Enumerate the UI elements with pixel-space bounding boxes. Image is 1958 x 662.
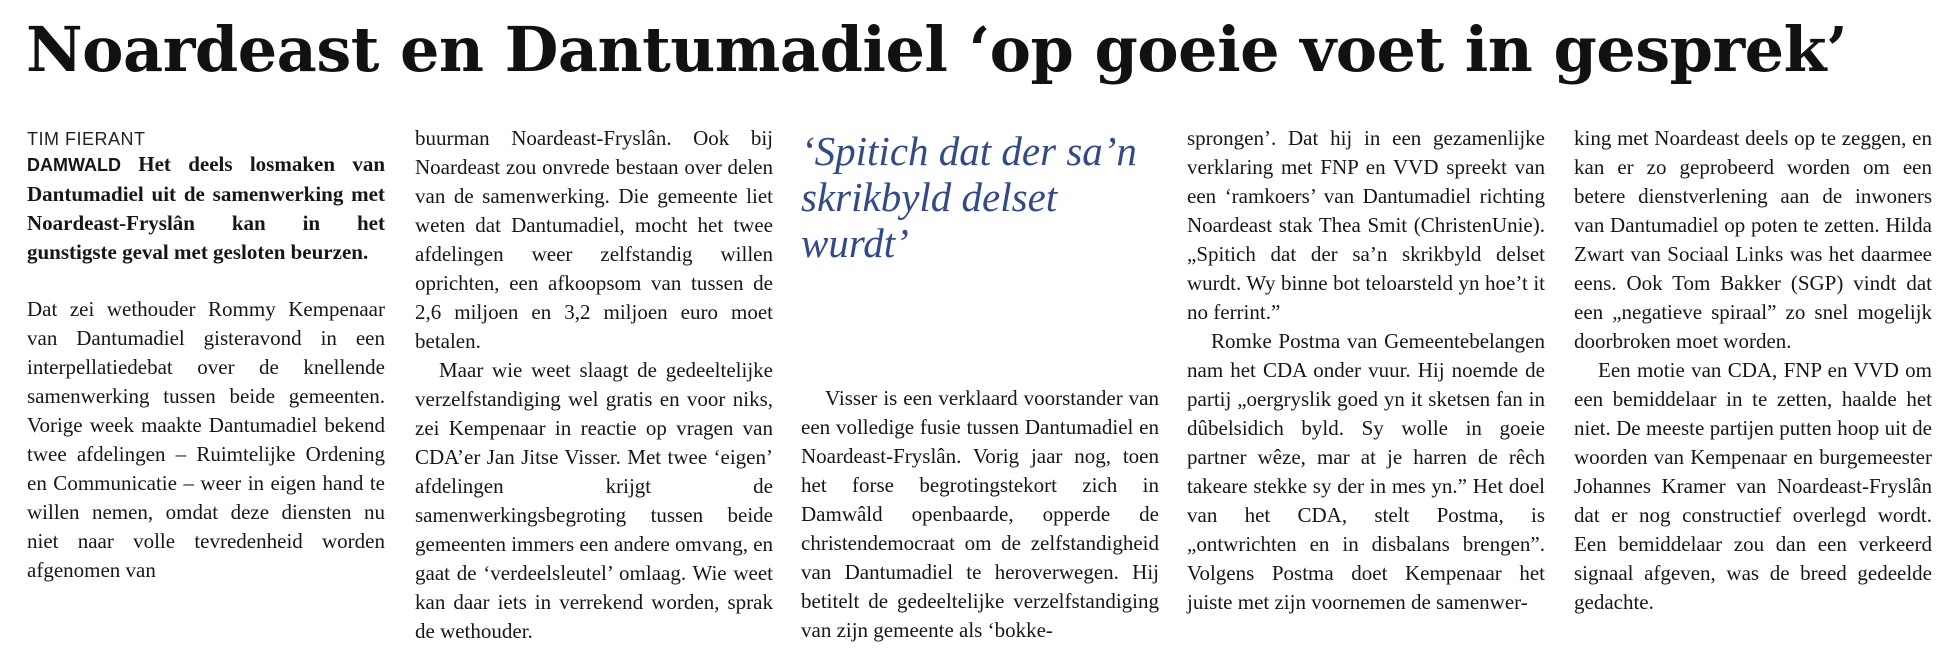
article-column-5: [1574, 124, 1932, 617]
dateline: DAMWALD: [27, 155, 121, 175]
body-paragraph: buurman Noardeast-Fryslân. Ook bij Noardeast zou onvrede bestaan over delen van de samenwerking. Die gemeente liet weten dat Dantumadiel, mocht het twee afdelingen weer zelfstandig willen oprichten, een afkoopsom van tussen de 2,6 miljoen en 3,2 miljoen euro moet betalen.: [415, 126, 773, 353]
lead-text: Het deels losmaken van Dantumadiel uit de samenwerking met Noardeast-Fryslân kan in het gunstigste geval met gesloten beurzen.: [27, 152, 385, 264]
article-column-4: [1187, 124, 1545, 617]
article-column-3: [801, 128, 1159, 645]
lead-paragraph: [27, 150, 385, 267]
byline: TIM FIERANT: [27, 129, 146, 149]
body-paragraph: Een motie van CDA, FNP en VVD om een bemiddelaar in te zetten, haalde het niet. De meeste partijen putten hoop uit de woorden van Kempenaar en burgemeester Johannes Kramer van Noardeast-Fryslân dat er nog constructief overlegd wordt. Een bemiddelaar zou dan een verkeerd signaal afgeven, was de breed gedeelde gedachte.: [1574, 358, 1932, 614]
body-paragraph: Visser is een verklaard voorstander van een volledige fusie tussen Dantumadiel en Noardeast-Fryslân. Vorig jaar nog, toen het forse begrotingstekort zich in Damwâld openbaarde, opperde de christendemocraat om de zelfstandigheid van Dantumadiel te heroverwegen. Hij betitelt de gedeeltelijke verzelfstandiging van zijn gemeente als ‘bokke-: [801, 386, 1159, 642]
article-column-1: [27, 128, 385, 585]
pull-quote: ‘Spitich dat der sa’n skrikbyld delset wurdt’: [801, 128, 1137, 266]
article-headline: Noardeast en Dantumadiel ‘op goeie voet in gesprek’: [26, 13, 1848, 86]
body-paragraph: Romke Postma van Gemeentebelangen nam het CDA onder vuur. Hij noemde de partij „oergryslik goed yn it sketsen fan in dûbelsidich byld. Sy wolle in goeie partner wêze, mar at je harren de rêch takeare stekke sy der in mes yn.” Het doel van het CDA, stelt Postma, is „ontwrichten en in disbalans brengen”. Volgens Postma doet Kempenaar het juiste met zijn voornemen de samenwer-: [1187, 329, 1545, 614]
body-paragraph: king met Noardeast deels op te zeggen, en kan er zo geprobeerd worden om een betere dienstverlening aan de inwoners van Dantumadiel op poten te zetten. Hilda Zwart van Sociaal Links was het daarmee eens. Ook Tom Bakker (SGP) vindt dat een „negatieve spiraal” zo snel mogelijk doorbroken moet worden.: [1574, 126, 1932, 353]
body-paragraph: sprongen’. Dat hij in een gezamenlijke verklaring met FNP en VVD spreekt van een ‘ramkoers’ van Dantumadiel richting Noardeast stak Thea Smit (ChristenUnie). „Spitich dat der sa’n skrikbyld delset wurdt. Wy binne bot teloarsteld yn hoe’t it no ferrint.”: [1187, 126, 1545, 324]
body-paragraph: Maar wie weet slaagt de gedeeltelijke verzelfstandiging wel gratis en voor niks, zei Kempenaar in reactie op vragen van CDA’er Jan Jitse Visser. Met twee ‘eigen’ afdelingen krijgt de samenwerkingsbegroting tussen beide gemeenten immers een andere omvang, en gaat de ‘verdeelsleutel’ omlaag. Wie weet kan daar iets in verrekend worden, sprak de wethouder.: [415, 358, 774, 643]
article-column-2: [415, 124, 773, 646]
body-paragraph: Dat zei wethouder Rommy Kempenaar van Dantumadiel gisteravond in een interpellatiedebat over de knellende samenwerking tussen beide gemeenten. Vorige week maakte Dantumadiel bekend twee afdelingen – Ruimtelijke Ordening en Communicatie – weer in eigen hand te willen nemen, omdat deze diensten nu niet naar volle tevredenheid worden afgenomen van: [27, 297, 385, 582]
